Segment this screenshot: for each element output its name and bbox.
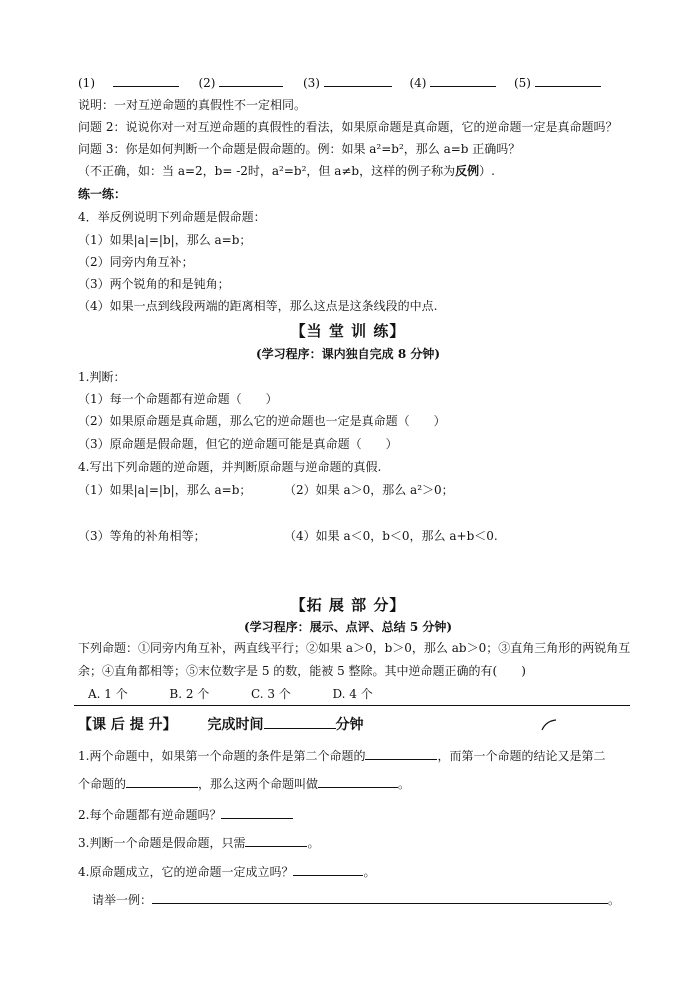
term-blank[interactable]: [318, 775, 398, 788]
write-item-1: （1）如果|a|=|b|，那么 a=b；: [78, 483, 252, 497]
answer-blank-q4[interactable]: [293, 863, 363, 876]
answer-blank-3[interactable]: [324, 74, 392, 87]
practice-question-4: 4．举反例说明下列命题是假命题：: [78, 210, 266, 224]
time-blank[interactable]: [264, 714, 336, 729]
answer-blank-1[interactable]: [113, 74, 179, 87]
answer-blanks-row: [78, 74, 601, 91]
after-question-1-line-1: 1.两个命题中，如果第一个命题的条件是第二个命题的 ，而第一个命题的结论又是第二: [78, 749, 606, 763]
question-2: 问题 2：说说你对一对互逆命题的真假性的看法，如果原命题是真命题，它的逆命题一定是真命题吗？: [78, 120, 618, 134]
question-3: 问题 3：你是如何判断一个命题是假命题的。例：如果 a²=b²，那么 a=b 正确吗？: [78, 142, 521, 156]
answer-blank-2[interactable]: [219, 74, 283, 87]
write-item-3: （3）等角的补角相等；: [78, 529, 206, 543]
extension-subtitle: (学习程序：展示、点评、总结 5 分钟): [243, 620, 453, 634]
extension-title: 【拓 展 部 分】: [290, 596, 406, 614]
answer-blank-q3[interactable]: [245, 834, 307, 847]
pen-mark-icon: [540, 718, 560, 732]
option-d[interactable]: D. 4 个: [332, 687, 373, 701]
time-unit: 分钟: [335, 717, 364, 733]
answer-blank-q2[interactable]: [221, 806, 293, 819]
example-line: 请举一例： 。: [92, 893, 621, 907]
classroom-subtitle: (学习程序：课内独自完成 8 分钟): [255, 347, 441, 361]
option-b[interactable]: B. 2 个: [169, 687, 210, 701]
time-label: 完成时间: [207, 717, 264, 733]
blank-label-5: (5): [513, 76, 531, 90]
practice-item-1: （1）如果|a|=|b|，那么 a=b；: [78, 233, 252, 247]
practice-item-3: （3）两个锐角的和是钝角；: [78, 277, 230, 291]
section-divider: [74, 705, 630, 706]
write-item-2: （2）如果 a＞0，那么 a²＞0；: [284, 483, 454, 497]
extension-line-1: 下列命题：①同旁内角互补，两直线平行；②如果 a＞0，b＞0，那么 ab＞0；③直角三角形的两锐角互: [78, 641, 631, 655]
judge-item-2: （2）如果原命题是真命题，那么它的逆命题也一定是真命题（ ）: [78, 414, 446, 428]
after-class-header: [78, 714, 364, 734]
write-item-4: （4）如果 a＜0，b＜0，那么 a+b＜0.: [284, 529, 498, 543]
counterexample-note: （不正确，如：当 a=2，b= -2时，a²=b²，但 a≠b，这样的例子称为反例）.: [78, 164, 495, 178]
example-blank[interactable]: [152, 891, 608, 904]
option-a[interactable]: A. 1 个: [88, 687, 128, 701]
counterexample-term: 反例: [455, 164, 480, 178]
extension-options: [88, 686, 373, 702]
write-converse-title: 4.写出下列命题的逆命题，并判断原命题与逆命题的真假.: [78, 460, 382, 474]
blank-label-4: (4): [409, 76, 427, 90]
after-question-2: 2.每个命题都有逆命题吗？: [78, 806, 293, 823]
judge-item-3: （3）原命题是假命题，但它的逆命题可能是真命题（ ）: [78, 437, 398, 451]
answer-blank-5[interactable]: [535, 74, 601, 87]
judge-title: 1.判断：: [78, 370, 126, 384]
blank-label-1: (1): [78, 76, 95, 90]
after-class-title: 【课 后 提 升】: [78, 717, 177, 733]
conclusion-blank[interactable]: [126, 775, 198, 788]
practice-item-4: （4）如果一点到线段两端的距离相等，那么这点是这条线段的中点.: [78, 299, 438, 313]
after-question-3: 3.判断一个命题是假命题，只需 。: [78, 836, 320, 850]
blank-label-3: (3): [302, 76, 320, 90]
classroom-title: 【当 堂 训 练】: [290, 322, 406, 340]
after-question-4: 4.原命题成立，它的逆命题一定成立吗？ 。: [78, 865, 376, 879]
answer-blank-4[interactable]: [430, 74, 496, 87]
note-text: 说明：一对互逆命题的真假性不一定相同。: [78, 98, 307, 112]
practice-title: 练一练：: [78, 187, 127, 201]
judge-item-1: （1）每一个命题都有逆命题（ ）: [78, 392, 278, 406]
practice-item-2: （2）同旁内角互补；: [78, 255, 194, 269]
option-c[interactable]: C. 3 个: [250, 687, 291, 701]
blank-label-2: (2): [198, 76, 216, 90]
condition-blank[interactable]: [365, 747, 437, 760]
after-question-1-line-2: 个命题的 ，那么这两个命题叫做 。: [78, 777, 411, 791]
extension-line-2: 余；④直角都相等；⑤末位数字是 5 的数，能被 5 整除。其中逆命题正确的有( ): [78, 664, 526, 678]
